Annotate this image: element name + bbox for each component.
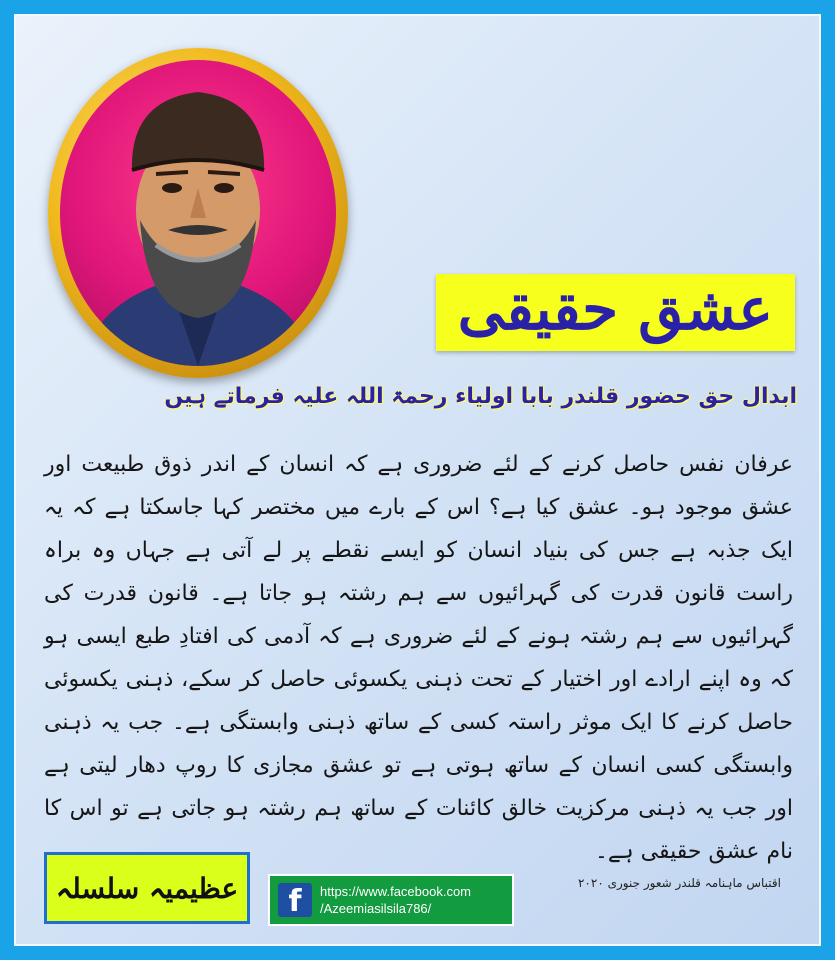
subtitle: ابدال حق حضور قلندر بابا اولیاء رحمۃ اللہ علیہ فرماتے ہیں xyxy=(164,384,797,409)
facebook-url-line1: https://www.facebook.com xyxy=(320,884,472,899)
facebook-icon: f xyxy=(278,883,312,917)
body-paragraph: عرفان نفس حاصل کرنے کے لئے ضروری ہے کہ انسان کے اندر ذوق طبیعت اور عشق موجود ہو۔ عشق کیا ہے؟ اس کے بارے میں مختصر کہا جاسکتا ہے کہ یہ ایک جذبہ ہے جس کی بنیاد انسان کو ایسے نقطے پر لے آتی ہے جہاں وہ براہ راست قانون قدرت کی گہرائیوں سے ہم رشتہ ہو جاتا ہے۔ قانون قدرت کی گہرائیوں سے ہم رشتہ ہونے کے لئے ضروری ہے کہ آدمی کی افتادِ طبع ایسی ہو کہ وہ اپنے ارادے اور اختیار کے تحت ذہنی یکسوئی حاصل کر سکے، ذہنی یکسوئی حاصل کرنے کا ایک موثر راستہ کسی کے ساتھ ذہنی وابستگی ہے۔ جب یہ ذہنی وابستگی کسی انسان کے ساتھ ہوتی ہے تو عشق مجازی کا روپ دھار لیتی ہے اور جب یہ ذہنی مرکزیت خالق کائنات کے ساتھ ہم رشتہ ہو جاتی ہے تو اس کا نام عشق حقیقی ہے۔ xyxy=(44,452,793,864)
portrait-frame xyxy=(48,48,348,378)
portrait-illustration xyxy=(60,60,336,366)
page-title: عشق حقیقی xyxy=(436,274,795,351)
facebook-link[interactable] xyxy=(268,874,514,926)
facebook-url xyxy=(320,883,471,917)
attribution-text: اقتباس ماہنامہ قلندر شعور جنوری ۲۰۲۰ xyxy=(577,876,781,890)
portrait-image xyxy=(60,60,336,366)
azeemia-logo xyxy=(44,852,250,924)
logo-text: عظیمیہ سلسلہ xyxy=(55,871,239,905)
content-panel xyxy=(14,14,821,946)
facebook-url-line2: /Azeemiasilsila786/ xyxy=(320,901,432,916)
